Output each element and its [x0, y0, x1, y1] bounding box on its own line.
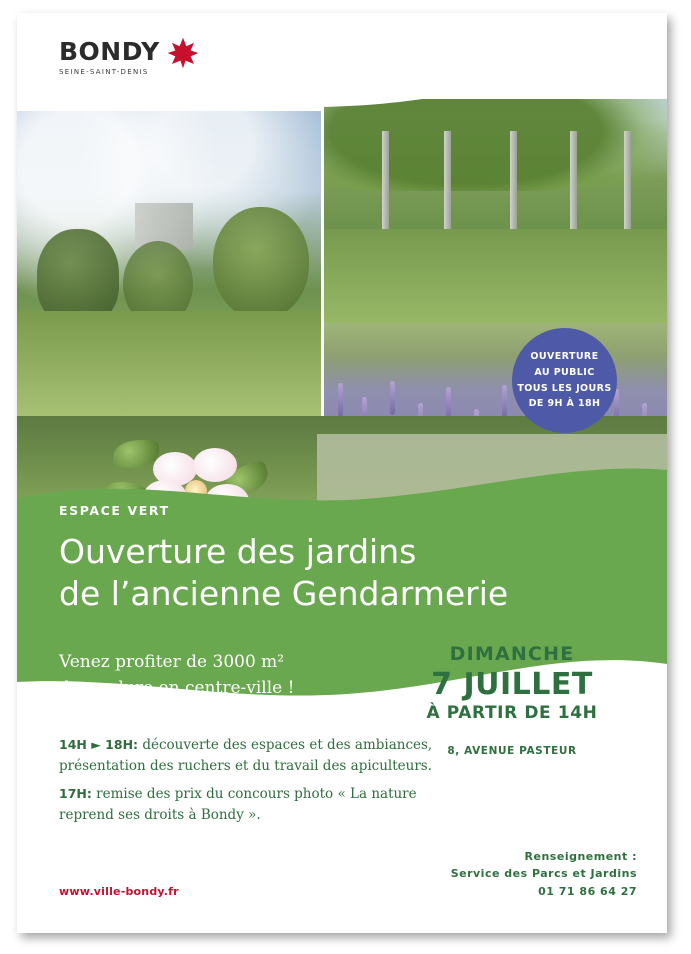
schedule-item-time: 14H ► 18H — [59, 737, 134, 752]
event-day: DIMANCHE — [449, 643, 575, 665]
maple-leaf-icon — [166, 35, 200, 71]
contact-label: Renseignement : — [524, 849, 637, 863]
badge-line-4: DE 9H À 18H — [528, 398, 601, 410]
badge-line-3: TOUS LES JOURS — [517, 382, 612, 394]
badge-line-1: OUVERTURE — [530, 351, 599, 363]
schedule-item-text-line-1: remise des prix du concours photo « La nature — [96, 786, 417, 803]
event-start-time: À PARTIR DE 14H — [426, 703, 598, 723]
contact-service: Service des Parcs et Jardins — [450, 867, 637, 881]
contact-block — [337, 848, 637, 901]
schedule-item-text-line-2: reprend ses droits à Bondy ». — [59, 806, 261, 823]
schedule-item-text-line-2: présentation des ruchers et du travail des apiculteurs. — [59, 757, 433, 774]
schedule-item-separator: : — [133, 737, 139, 752]
logo-area — [17, 13, 667, 99]
schedule-list — [59, 735, 479, 833]
schedule-item — [59, 735, 479, 776]
page-subtitle — [59, 650, 419, 701]
schedule-item — [59, 784, 479, 825]
logo — [59, 39, 239, 76]
page-subtitle-line-1: Venez profiter de 3000 m² — [59, 652, 285, 672]
schedule-item-time: 17H — [59, 786, 87, 802]
page-subtitle-line-2: de verdure en centre-ville ! — [59, 677, 295, 698]
logo-name: BONDY — [59, 37, 160, 66]
logo-subtitle: SEINE-SAINT-DENIS — [59, 68, 149, 76]
poster-sheet — [17, 13, 667, 933]
event-date: 7 JUILLET — [431, 667, 593, 702]
contact-phone: 01 71 86 64 27 — [538, 885, 637, 899]
badge-line-2: AU PUBLIC — [534, 366, 595, 378]
page-title — [59, 531, 619, 615]
page-title-line-2: de l’ancienne Gendarmerie — [59, 574, 509, 614]
page-title-line-1: Ouverture des jardins — [59, 532, 417, 571]
schedule-item-text-line-1: découverte des espaces et des ambiances, — [142, 737, 433, 753]
event-address: 8, AVENUE PASTEUR — [447, 745, 577, 757]
photo-park-lawn — [17, 111, 321, 419]
website-link[interactable]: www.ville-bondy.fr — [59, 885, 179, 898]
opening-hours-badge — [512, 328, 617, 433]
eyebrow-label: ESPACE VERT — [59, 503, 170, 518]
schedule-item-separator: : — [86, 786, 92, 802]
